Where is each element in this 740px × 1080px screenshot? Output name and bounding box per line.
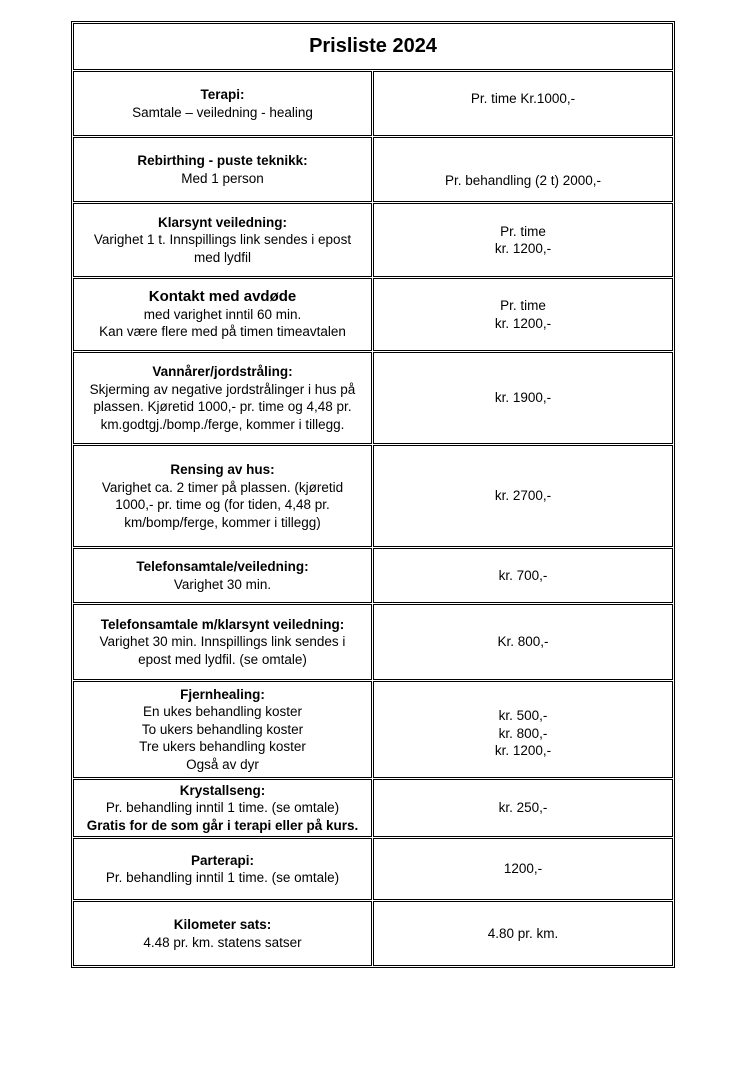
row-heading: Krystallseng: — [179, 782, 266, 798]
description-cell — [73, 203, 372, 277]
price-line: Pr. time Kr.1000,- — [470, 90, 576, 106]
row-line: Med 1 person — [181, 170, 264, 186]
row-heading: Kilometer sats: — [173, 917, 272, 932]
price-cell — [373, 278, 673, 351]
price-line: kr. 1200,- — [494, 241, 552, 256]
description-cell — [73, 779, 372, 837]
description-cell — [73, 901, 372, 966]
row-heading: Kontakt med avdøde — [148, 288, 297, 306]
price-cell — [373, 71, 673, 136]
table-row — [73, 604, 673, 680]
table-row — [73, 278, 673, 351]
row-line: Varighet 30 min. — [173, 576, 272, 592]
row-heading: Telefonsamtale/veiledning: — [136, 559, 309, 574]
price-line: 4.80 pr. km. — [487, 925, 559, 941]
row-line: Varighet 30 min. Innspillings link sendes i — [99, 634, 346, 650]
row-line: Pr. behandling inntil 1 time. (se omtale) — [105, 800, 340, 816]
price-line: Pr. time — [500, 223, 546, 239]
row-line: Også av dyr — [186, 756, 259, 772]
price-line: kr. 500,- — [498, 708, 548, 724]
price-cell — [373, 681, 673, 778]
price-cell — [373, 901, 673, 966]
description-cell — [73, 71, 372, 136]
row-heading: Parterapi: — [190, 852, 255, 868]
description-cell — [73, 445, 372, 547]
price-cell — [373, 604, 673, 680]
table-row — [73, 352, 673, 444]
row-line: Varighet ca. 2 timer på plassen. (kjøretid — [101, 479, 344, 495]
price-cell — [373, 548, 673, 603]
price-cell — [373, 445, 673, 547]
table-row — [73, 203, 673, 277]
price-table — [71, 21, 675, 968]
description-cell — [73, 278, 372, 351]
price-cell — [373, 137, 673, 202]
row-line: km/bomp/ferge, kommer i tillegg) — [124, 514, 321, 530]
description-cell — [73, 838, 372, 900]
row-line: To ukers behandling koster — [141, 721, 304, 737]
row-line: Skjerming av negative jordstrålinger i hus på — [89, 381, 356, 397]
row-line: med varighet inntil 60 min. — [143, 306, 302, 322]
description-cell — [73, 604, 372, 680]
row-line: plassen. Kjøretid 1000,- pr. time og 4,48 pr. — [93, 399, 352, 414]
row-heading: Vannårer/jordstråling: — [152, 364, 293, 379]
row-line: En ukes behandling koster — [142, 704, 303, 720]
row-line: Samtale – veiledning - healing — [132, 104, 313, 120]
price-line: Pr. behandling (2 t) 2000,- — [444, 172, 602, 188]
table-row — [73, 548, 673, 603]
description-cell — [73, 681, 372, 778]
table-row — [73, 71, 673, 136]
table-row — [73, 779, 673, 837]
table-row — [73, 838, 673, 900]
row-heading: Rensing av hus: — [170, 462, 275, 477]
row-bold-line: Gratis for de som går i terapi eller på kurs. — [86, 817, 359, 833]
price-line: 1200,- — [503, 861, 543, 877]
price-line: kr. 1200,- — [494, 743, 552, 759]
description-cell — [73, 352, 372, 444]
row-line: 4.48 pr. km. statens satser — [143, 934, 302, 950]
description-cell — [73, 137, 372, 202]
table-row — [73, 445, 673, 547]
row-line: Kan være flere med på timen timeavtalen — [99, 324, 346, 340]
price-line: Pr. time — [500, 298, 546, 313]
row-line: km.godtgj./bomp./ferge, kommer i tillegg. — [100, 416, 345, 432]
price-line: kr. 1200,- — [494, 315, 552, 331]
price-cell — [373, 203, 673, 277]
row-heading: Telefonsamtale m/klarsynt veiledning: — [100, 616, 345, 632]
price-list-title: Prisliste 2024 — [73, 23, 673, 70]
price-line: kr. 250,- — [498, 800, 548, 816]
price-cell — [373, 779, 673, 837]
price-cell — [373, 352, 673, 444]
row-heading: Terapi: — [200, 87, 245, 102]
price-line: Kr. 800,- — [497, 634, 549, 650]
price-line: kr. 2700,- — [494, 488, 552, 504]
price-line: kr. 1900,- — [494, 390, 552, 406]
row-line: 1000,- pr. time og (for tiden, 4,48 pr. — [115, 497, 330, 512]
row-line: Varighet 1 t. Innspillings link sendes i epost — [93, 232, 352, 248]
table-row — [73, 681, 673, 778]
row-line: med lydfil — [193, 249, 252, 265]
price-cell — [373, 838, 673, 900]
price-line: kr. 700,- — [498, 567, 548, 583]
price-line: kr. 800,- — [498, 725, 548, 741]
row-heading: Rebirthing - puste teknikk: — [137, 153, 308, 168]
description-cell — [73, 548, 372, 603]
row-heading: Fjernhealing: — [180, 686, 265, 702]
table-row — [73, 901, 673, 966]
row-line: epost med lydfil. (se omtale) — [138, 651, 307, 667]
row-line: Pr. behandling inntil 1 time. (se omtale) — [105, 870, 340, 885]
table-row — [73, 137, 673, 202]
row-line: Tre ukers behandling koster — [139, 739, 306, 755]
row-heading: Klarsynt veiledning: — [157, 214, 288, 230]
